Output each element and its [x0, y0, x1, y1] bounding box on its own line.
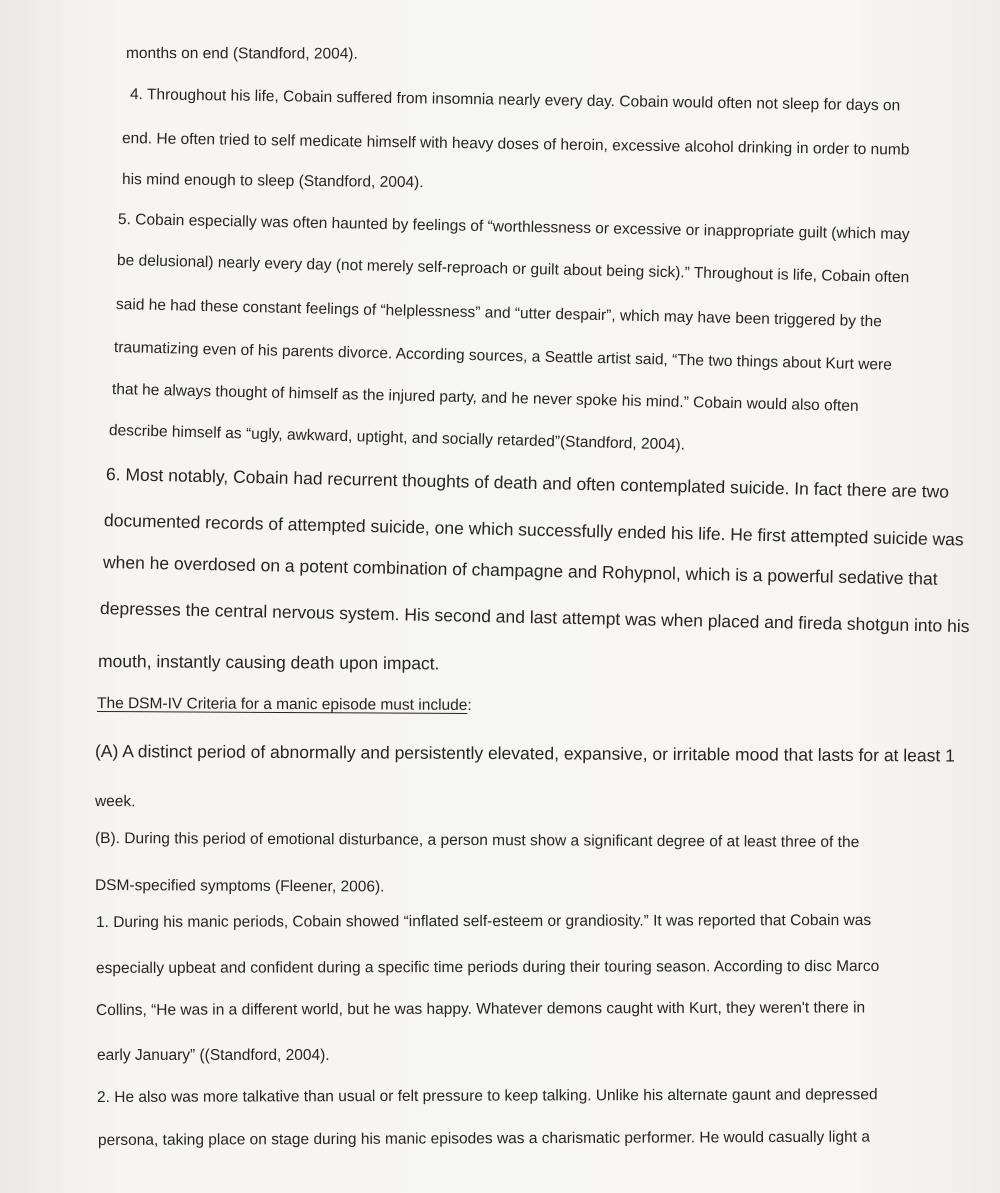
criteria-line-a: (A) A distinct period of abnormally and persistently elevated, expansive, or irritable mood that lasts for at least 1 [94, 741, 955, 766]
text-line-15: mouth, instantly causing death upon impact. [97, 651, 440, 674]
symptom-line-4: early January” ((Standford, 2004). [97, 1047, 330, 1064]
text-line-9: that he always thought of himself as the injured party, and he never spoke his mind.” Cobain would also often [111, 381, 859, 415]
text-line-5: 5. Cobain especially was often haunted by feelings of “worthlessness or excessive or inappropriate guilt (which may [117, 211, 910, 244]
criteria-line-b: (B). During this period of emotional disturbance, a person must show a significant degree of at least three of the [94, 830, 860, 852]
symptom-line-2: especially upbeat and confident during a specific time periods during their touring season. According to disc Marco [95, 957, 880, 977]
text-line-7: said he had these constant feelings of “helplessness” and “utter despair”, which may have been triggered by the [115, 296, 882, 331]
text-line-14: depresses the central nervous system. His second and last attempt was when placed and fireda shotgun into his [99, 598, 970, 637]
symptom-line-5: 2. He also was more talkative than usual or felt pressure to keep talking. Unlike his alternate gaunt and depressed [96, 1086, 878, 1106]
text-line-1: months on end (Standford, 2004). [125, 45, 358, 63]
symptom-line-3: Collins, “He was in a different world, but he was happy. Whatever demons caught with Kurt, they weren't there in [95, 999, 866, 1019]
text-line-13: when he overdosed on a potent combination of champagne and Rohypnol, which is a powerful sedative that [102, 552, 938, 589]
text-line-10: describe himself as “ugly, awkward, uptight, and socially retarded”(Standford, 2004). [108, 422, 686, 454]
criteria-line-a-cont: week. [94, 793, 136, 811]
text-line-12: documented records of attempted suicide, one which successfully ended his life. He first attempted suicide was [103, 510, 964, 550]
symptom-line-1: 1. During his manic periods, Cobain showed “inflated self-esteem or grandiosity.” It was reported that Cobain was [95, 911, 872, 931]
text-line-4: his mind enough to sleep (Standford, 2004). [121, 171, 424, 192]
text-line-8: traumatizing even of his parents divorce. According sources, a Seattle artist said, “The two things about Kurt were [113, 339, 892, 374]
symptom-line-6: persona, taking place on stage during his manic episodes was a charismatic performer. He would casually light a [97, 1128, 870, 1149]
text-line-2: 4. Throughout his life, Cobain suffered from insomnia nearly every day. Cobain would often not sleep for days on [129, 86, 901, 115]
text-line-6: be delusional) nearly every day (not merely self-reproach or guilt about being sick).” Throughout is life, Cobain often [116, 252, 910, 287]
text-line-3: end. He often tried to self medicate himself with heavy doses of heroin, excessive alcohol drinking in order to numb [121, 130, 910, 159]
section-heading-text: The DSM-IV Criteria for a manic episode must include [96, 695, 468, 714]
criteria-line-b-cont: DSM-specified symptoms (Fleener, 2006). [94, 877, 385, 896]
text-line-11: 6. Most notably, Cobain had recurrent thoughts of death and often contemplated suicide. In fact there are two [105, 464, 950, 502]
section-heading-colon: : [467, 696, 472, 714]
section-heading [97, 695, 472, 715]
